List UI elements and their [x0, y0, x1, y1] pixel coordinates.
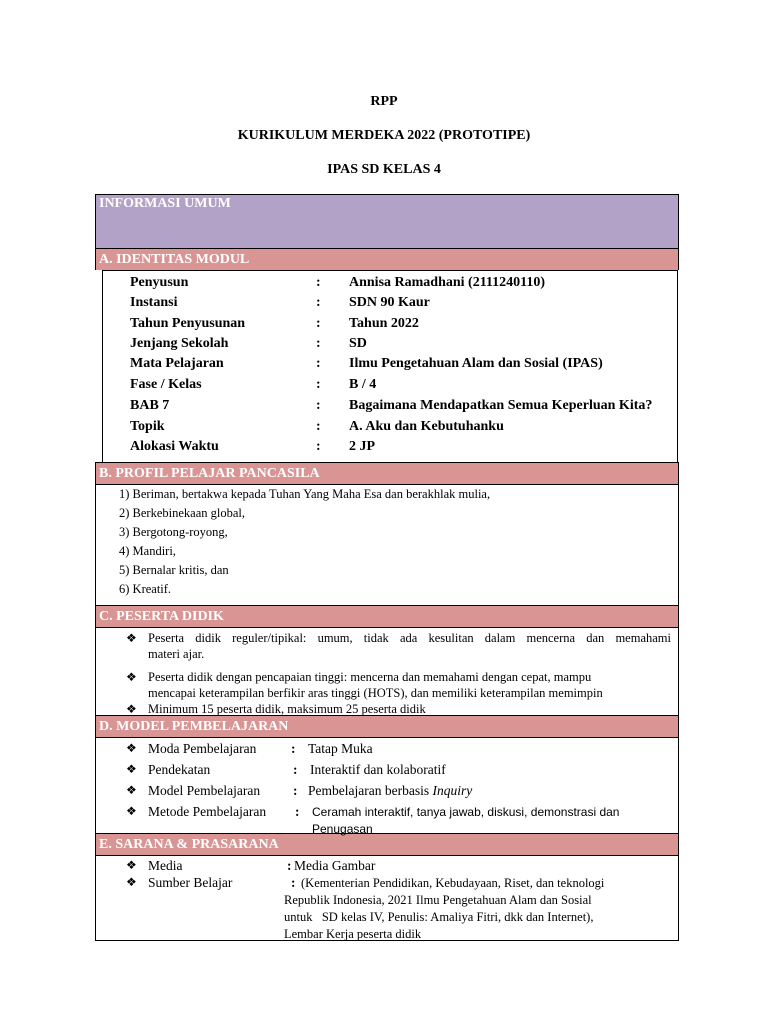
list-item: 4) Mandiri, [119, 544, 176, 558]
section-peserta-didik: C. PESERTA DIDIK [95, 605, 679, 627]
diamond-bullet-icon: ❖ [126, 631, 137, 645]
section-sarana-prasarana: E. SARANA & PRASARANA [95, 833, 679, 855]
profil-list [95, 484, 679, 605]
model-list: ❖ Moda Pembelajaran : Tatap Muka ❖ Pendekatan : Interaktif dan kolaboratif ❖ Model Pembelajaran : Pembelajaran berbasis Inquiry ❖ Metode Pembelajaran : Ceramah interaktif, tanya jawab, diskusi, demonstrasi dan Penugasan [95, 737, 679, 833]
list-item: 1) Beriman, bertakwa kepada Tuhan Yang Maha Esa dan berakhlak mulia, [119, 487, 491, 501]
diamond-bullet-icon: ❖ [126, 741, 137, 755]
peserta-list [95, 627, 679, 715]
diamond-bullet-icon: ❖ [126, 804, 137, 818]
section-informasi-umum: INFORMASI UMUM [95, 194, 679, 248]
section-profil-pelajar-pancasila: B. PROFIL PELAJAR PANCASILA [95, 462, 679, 484]
list-item: 5) Bernalar kritis, dan [119, 563, 229, 577]
section-identitas-modul: A. IDENTITAS MODUL [95, 248, 679, 270]
list-item: 3) Bergotong-royong, [119, 525, 228, 539]
diamond-bullet-icon: ❖ [126, 783, 137, 797]
rpp-document [95, 194, 679, 941]
diamond-bullet-icon: ❖ [126, 858, 137, 872]
diamond-bullet-icon: ❖ [126, 702, 137, 716]
list-item: ❖ Peserta didik dengan pencapaian tinggi: mencerna dan memahami dengan cepat, mampu mencapai keterampilan berfikir aras tinggi (HOTS), dan memiliki keterampilan memimpin [126, 670, 603, 700]
diamond-bullet-icon: ❖ [126, 875, 137, 889]
list-item: ❖ Peserta didik reguler/tipikal: umum, tidak ada kesulitan dalam mencerna dan memahami materi ajar. [126, 631, 671, 661]
sarana-list: ❖ Media : Media Gambar ❖ Sumber Belajar : (Kementerian Pendidikan, Kebudayaan, Riset, dan teknologi Republik Indonesia, 2021 Ilmu Pengetahuan Alam dan Sosial untuk SD kelas IV, Penulis: Amaliya Fitri, dkk dan Internet), Lembar Kerja peserta didik [95, 855, 679, 941]
list-item: 2) Berkebinekaan global, [119, 506, 245, 520]
diamond-bullet-icon: ❖ [126, 762, 137, 776]
list-item: ❖ Minimum 15 peserta didik, maksimum 25 peserta didik [126, 702, 426, 716]
identitas-table: Penyusun : Annisa Ramadhani (2111240110) Instansi : SDN 90 Kaur Tahun Penyusunan : Tahun 2022 Jenjang Sekolah : SD Mata Pelajaran : Ilmu Pengetahuan Alam dan Sosial (IPAS) Fase / Kelas : B / 4 BAB 7 : Bagaimana Mendapatkan Semua Keperluan Kita? Topik : A. Aku dan Kebutuhanku Alokasi Waktu : 2 JP [102, 270, 678, 462]
sumber-belajar-text-cont: Republik Indonesia, 2021 Ilmu Pengetahuan Alam dan Sosial untuk SD kelas IV, Penulis: Amaliya Fitri, dkk dan Internet), Lembar Kerja peserta didik [284, 893, 594, 941]
doc-subtitle-curriculum: KURIKULUM MERDEKA 2022 (PROTOTIPE) [237, 128, 531, 143]
list-item: 6) Kreatif. [119, 582, 172, 596]
section-model-pembelajaran: D. MODEL PEMBELAJARAN [95, 715, 679, 737]
diamond-bullet-icon: ❖ [126, 670, 137, 684]
doc-subtitle-subject: IPAS SD KELAS 4 [327, 162, 441, 177]
sumber-belajar-text: (Kementerian Pendidikan, Kebudayaan, Riset, dan teknologi [301, 876, 605, 890]
doc-title: RPP [370, 94, 398, 109]
